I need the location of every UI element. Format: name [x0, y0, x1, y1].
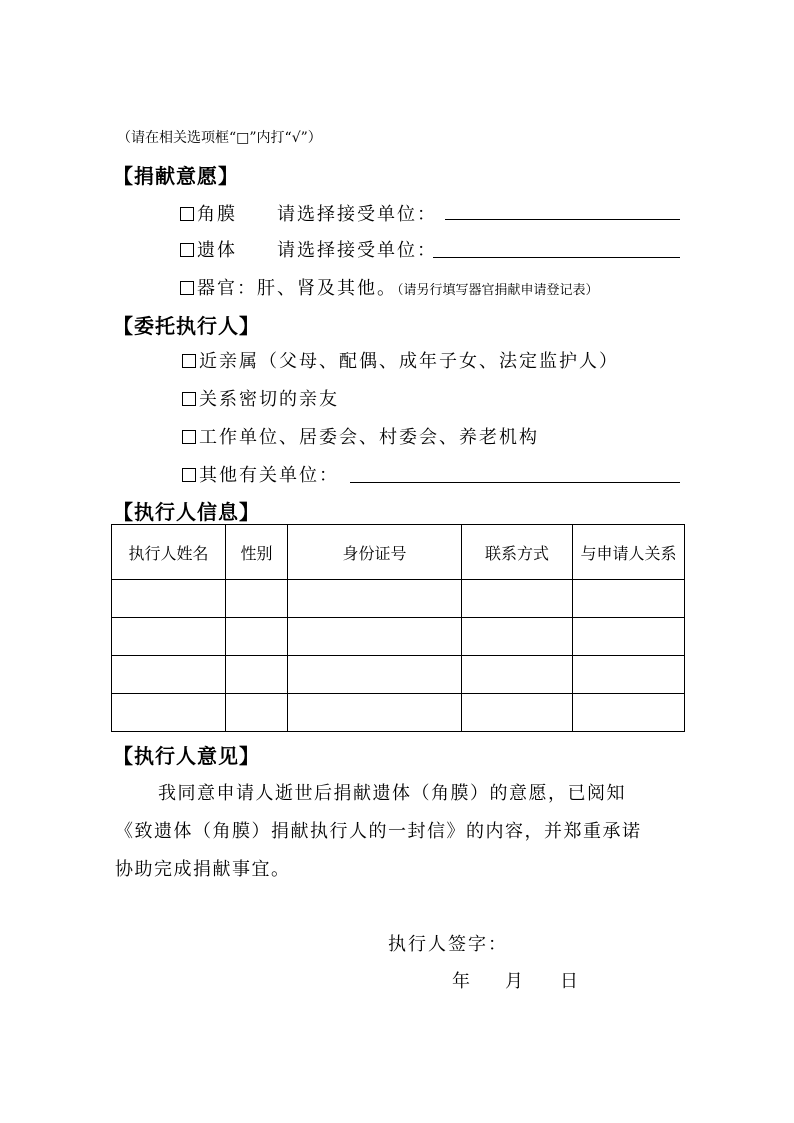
cornea-checkbox[interactable]: [180, 207, 194, 221]
table-cell[interactable]: [226, 694, 288, 732]
table-header-row: [112, 525, 685, 580]
body-unit-field[interactable]: [433, 257, 680, 258]
body-label: 遗体: [197, 240, 237, 261]
relatives-checkbox[interactable]: [182, 354, 196, 368]
header-contact: 联系方式: [462, 525, 573, 580]
date-year: 年: [452, 971, 472, 992]
option-relatives: [182, 347, 619, 373]
other-units-field[interactable]: [350, 482, 680, 483]
table-cell[interactable]: [573, 656, 685, 694]
table-cell[interactable]: [288, 618, 462, 656]
body-unit-prompt: 请选择接受单位：: [277, 240, 437, 261]
table-cell[interactable]: [226, 618, 288, 656]
donation-intent-title: 【捐献意愿】: [113, 164, 239, 188]
executor-opinion-title: 【执行人意见】: [113, 744, 260, 768]
opinion-line-1: 我同意申请人逝世后捐献遗体（角膜）的意愿，已阅知: [158, 783, 626, 804]
close-friends-checkbox[interactable]: [182, 392, 196, 406]
signature-label: 执行人签字：: [388, 934, 508, 955]
table-cell[interactable]: [573, 580, 685, 618]
table-cell[interactable]: [112, 618, 226, 656]
organ-note: （请另行填写器官捐献申请登记表）: [397, 283, 599, 298]
option-close-friends: [182, 385, 339, 411]
table-cell[interactable]: [112, 694, 226, 732]
instruction-text: （请在相关选项框“□”内打“√”）: [117, 130, 322, 146]
cornea-unit-prompt: 请选择接受单位：: [277, 204, 437, 225]
date-day: 日: [560, 971, 580, 992]
body-checkbox[interactable]: [180, 243, 194, 257]
table-cell[interactable]: [288, 580, 462, 618]
option-other-units: [182, 461, 339, 487]
table-cell[interactable]: [288, 656, 462, 694]
date-month: 月: [505, 971, 525, 992]
executor-info-table: [111, 524, 685, 732]
opinion-line-3: 协助完成捐献事宜。: [115, 859, 291, 880]
option-body: [180, 236, 237, 262]
table-row: [112, 618, 685, 656]
table-cell[interactable]: [462, 580, 573, 618]
table-cell[interactable]: [573, 694, 685, 732]
header-relationship: 与申请人关系: [573, 525, 685, 580]
executor-info-title: 【执行人信息】: [113, 500, 260, 524]
table-cell[interactable]: [226, 580, 288, 618]
table-cell[interactable]: [462, 618, 573, 656]
cornea-label: 角膜: [197, 204, 237, 225]
header-id-number: 身份证号: [288, 525, 462, 580]
opinion-line-2: 《致遗体（角膜）捐献执行人的一封信》的内容，并郑重承诺: [115, 821, 642, 842]
table-cell[interactable]: [112, 656, 226, 694]
organ-checkbox[interactable]: [180, 281, 194, 295]
cornea-unit-field[interactable]: [445, 219, 680, 220]
table-row: [112, 694, 685, 732]
header-name: 执行人姓名: [112, 525, 226, 580]
executor-type-title: 【委托执行人】: [113, 314, 260, 338]
other-units-checkbox[interactable]: [182, 468, 196, 482]
option-organizations: [182, 423, 539, 449]
table-cell[interactable]: [288, 694, 462, 732]
table-row: [112, 656, 685, 694]
organ-label: 器官：肝、肾及其他。: [197, 278, 397, 299]
organizations-checkbox[interactable]: [182, 430, 196, 444]
table-cell[interactable]: [226, 656, 288, 694]
table-cell[interactable]: [462, 694, 573, 732]
table-cell[interactable]: [573, 618, 685, 656]
organizations-label: 工作单位、居委会、村委会、养老机构: [199, 427, 539, 448]
option-organ: [180, 274, 599, 300]
table-row: [112, 580, 685, 618]
other-units-label: 其他有关单位：: [199, 465, 339, 486]
close-friends-label: 关系密切的亲友: [199, 389, 339, 410]
table-cell[interactable]: [462, 656, 573, 694]
option-cornea: [180, 200, 237, 226]
relatives-label: 近亲属（父母、配偶、成年子女、法定监护人）: [199, 351, 619, 372]
header-gender: 性别: [226, 525, 288, 580]
table-cell[interactable]: [112, 580, 226, 618]
